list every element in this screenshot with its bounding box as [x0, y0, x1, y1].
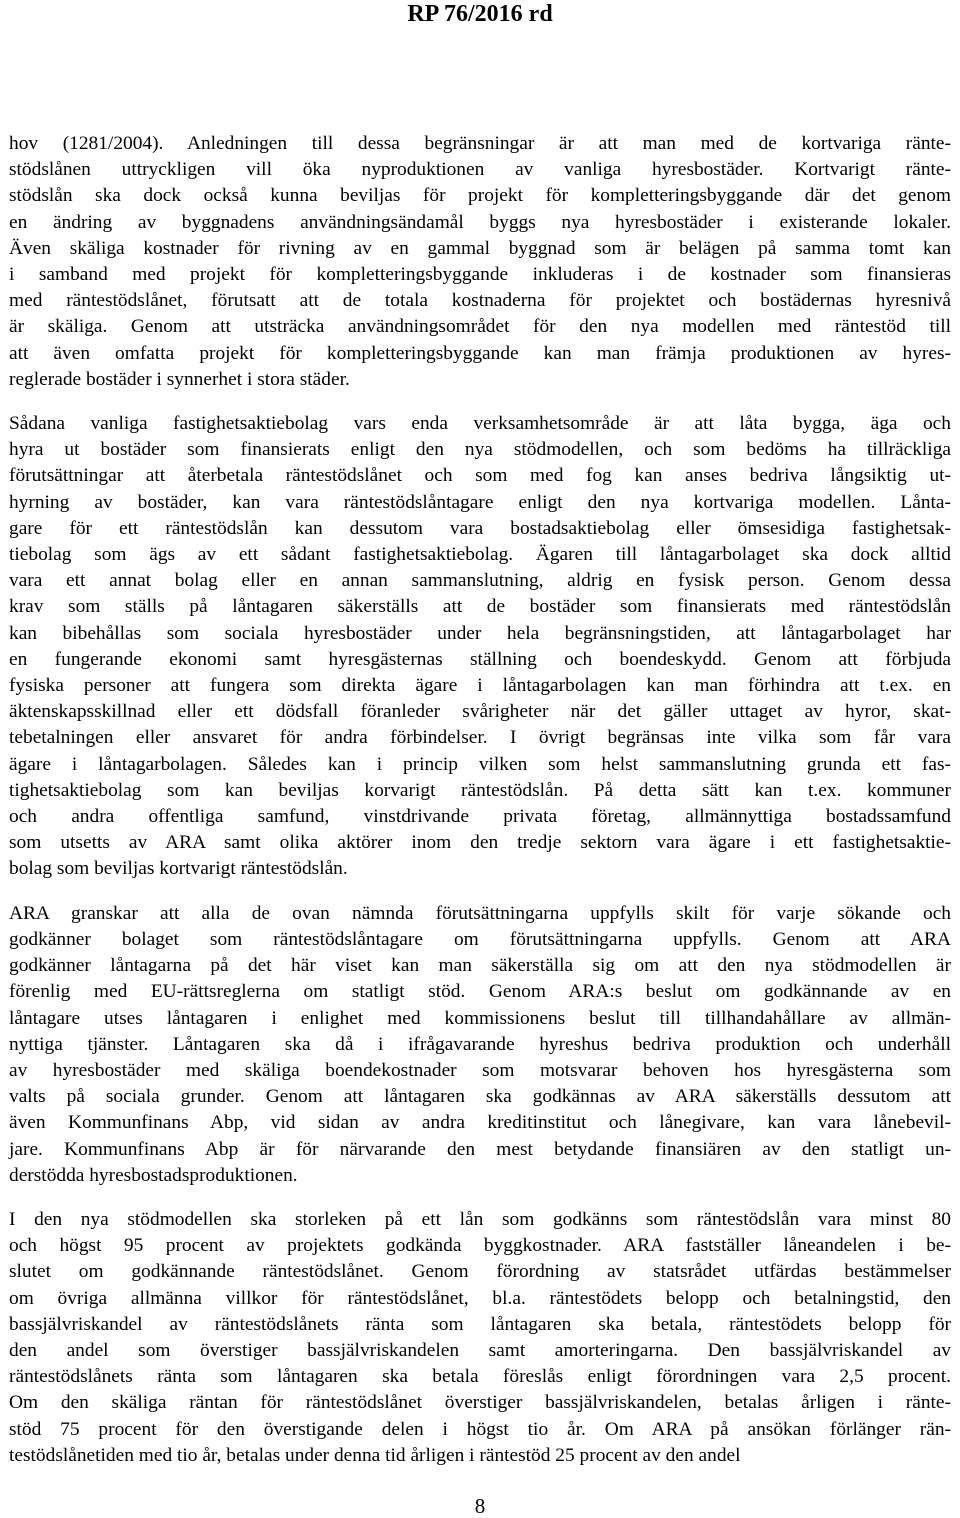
text-line: jare. Kommunfinans Abp är för närvarande den mest betydande finansiären av den statligt un- [9, 1138, 951, 1160]
text-line: som utsetts av ARA samt olika aktörer inom den tredje sektorn vara ägare i ett fastighetsaktie- [9, 832, 951, 854]
text-line: bassjälvriskandel av räntestödslånets ränta som låntagaren ska betala, räntestödets belopp för [9, 1313, 951, 1335]
paragraph [9, 411, 951, 883]
text-line: ARA granskar att alla de ovan nämnda förutsättningarna uppfylls skilt för varje sökande och [9, 902, 951, 924]
text-line: och högst 95 procent av projektets godkända byggkostnader. ARA fastställer låneandelen i be- [9, 1235, 951, 1257]
text-line: även Kommunfinans Abp, vid sidan av andra kreditinstitut och lånegivare, kan vara lånebevil- [9, 1112, 951, 1134]
text-line: I den nya stödmodellen ska storleken på ett lån som godkänns som räntestödslån vara minst 80 [9, 1208, 951, 1230]
document-reference: RP 76/2016 rd [407, 1, 553, 27]
text-line: ägare i låntagarbolagen. Således kan i princip vilken som helst sammanslutning grunda ett fas- [9, 753, 951, 775]
text-line: i samband med projekt för kompletteringsbyggande inkluderas i de kostnader som finansieras [9, 264, 951, 286]
page-number: 8 [474, 1494, 486, 1518]
text-line: Sådana vanliga fastighetsaktiebolag vars enda verksamhetsområde är att låta bygga, äga och [9, 413, 951, 435]
text-line: kan bibehållas som sociala hyresbostäder under hela begränsningstiden, att låntagarbolaget har [9, 622, 951, 644]
text-line: hyrning av bostäder, kan vara räntestödslåntagare enligt den nya kortvariga modellen. Lånta- [9, 491, 951, 513]
text-line: tiebolag som ägs av ett sådant fastighetsaktiebolag. Ägaren till låntagarbolaget ska dock alltid [9, 544, 951, 566]
text-line: bolag som beviljas kortvarigt räntestödslån. [9, 858, 348, 880]
text-line: testödslånetiden med tio år, betalas under denna tid årligen i räntestöd 25 procent av den andel [9, 1444, 741, 1466]
text-line: stödslånen uttryckligen vill öka nyproduktionen av vanliga hyresbostäder. Kortvarigt ränte- [9, 159, 951, 181]
paragraph [9, 1207, 951, 1469]
text-line: gare för ett räntestödslån kan dessutom vara bostadsaktiebolag eller ömsesidiga fastighetsak- [9, 517, 951, 539]
text-line: förenlig med EU-rättsreglerna om statligt stöd. Genom ARA:s beslut om godkännande av en [9, 981, 951, 1003]
text-line: fysiska personer att fungera som direkta ägare i låntagarbolagen kan man förhindra att t.ex. en [9, 675, 951, 697]
text-line: hov (1281/2004). Anledningen till dessa begränsningar är att man med de kortvariga ränte- [9, 133, 951, 154]
text-line: hyra ut bostäder som finansierats enligt den nya stödmodellen, och som bedöms ha tillräckliga [9, 439, 951, 461]
text-line: och andra offentliga samfund, vinstdrivande privata företag, allmännyttiga bostadssamfund [9, 806, 951, 828]
text-line: nyttiga tjänster. Låntagaren ska då i ifrågavarande hyreshus bedriva produktion och underhåll [9, 1033, 951, 1055]
text-line: vara ett annat bolag eller en annan sammanslutning, aldrig en fysisk person. Genom dessa [9, 570, 951, 592]
text-line: Om den skäliga räntan för räntestödslånet överstiger bassjälvriskandelen, betalas årligen i ränte- [9, 1392, 951, 1414]
text-line: valts på sociala grunder. Genom att låntagaren ska godkännas av ARA säkerställs dessutom att [9, 1086, 951, 1108]
text-line: derstödda hyresbostadsproduktionen. [9, 1164, 298, 1186]
text-line: stödslån ska dock också kunna beviljas för projekt för kompletteringsbyggande där det genom [9, 185, 951, 207]
body-text [9, 131, 951, 1487]
page-header [0, 0, 960, 28]
text-line: godkänner bolaget som räntestödslåntagare om förutsättningarna uppfylls. Genom att ARA [9, 928, 951, 950]
text-line: om övriga allmänna villkor för räntestödslånet, bl.a. räntestödets belopp och betalningstid, den [9, 1287, 951, 1309]
text-line: Även skäliga kostnader för rivning av en gammal byggnad som är belägen på samma tomt kan [9, 237, 951, 259]
page-footer [0, 1494, 960, 1518]
text-line: reglerade bostäder i synnerhet i stora städer. [9, 368, 350, 390]
text-line: en fungerande ekonomi samt hyresgästernas ställning och boendeskydd. Genom att förbjuda [9, 648, 951, 670]
text-line: äktenskapsskillnad eller ett dödsfall föranleder svårigheter när det gäller uttaget av hyror, skat- [9, 701, 951, 723]
paragraph [9, 901, 951, 1189]
text-line: en ändring av byggnadens användningsändamål byggs nya hyresbostäder i existerande lokaler. [9, 211, 951, 233]
text-line: tebetalningen eller ansvaret för andra förbindelser. I övrigt begränsas inte vilka som får vara [9, 727, 951, 749]
text-line: den andel som överstiger bassjälvriskandelen samt amorteringarna. Den bassjälvriskandel av [9, 1339, 951, 1361]
text-line: stöd 75 procent för den överstigande delen i högst tio år. Om ARA på ansökan förlänger rän- [9, 1418, 951, 1440]
text-line: med räntestödslånet, förutsatt att de totala kostnaderna för projektet och bostädernas hyresnivå [9, 290, 951, 312]
text-line: är skäliga. Genom att utsträcka användningsområdet för den nya modellen med räntestöd till [9, 316, 951, 338]
text-line: slutet om godkännande räntestödslånet. Genom förordning av statsrådet utfärdas bestämmelser [9, 1261, 951, 1283]
paragraph [9, 131, 951, 393]
text-line: tighetsaktiebolag som kan beviljas korvarigt räntestödslån. På detta sätt kan t.ex. kommuner [9, 779, 951, 801]
text-line: godkänner låntagarna på det här viset kan man säkerställa sig om att den nya stödmodellen är [9, 955, 951, 977]
text-line: låntagare utses låntagaren i enlighet med kommissionens beslut till tillhandahållare av allmän- [9, 1007, 951, 1029]
text-line: krav som ställs på låntagaren säkerställs att de bostäder som finansierats med räntestödslån [9, 596, 951, 618]
text-line: att även omfatta projekt för kompletteringsbyggande kan man främja produktionen av hyres- [9, 342, 951, 364]
text-line: räntestödslånets ränta som låntagaren ska betala föreslås enligt förordningen vara 2,5 procent. [9, 1366, 951, 1388]
text-line: förutsättningar att återbetala räntestödslånet och som med fog kan anses bedriva långsiktig ut- [9, 465, 951, 487]
text-line: av hyresbostäder med skäliga boendekostnader som motsvarar behoven hos hyresgästerna som [9, 1059, 951, 1081]
